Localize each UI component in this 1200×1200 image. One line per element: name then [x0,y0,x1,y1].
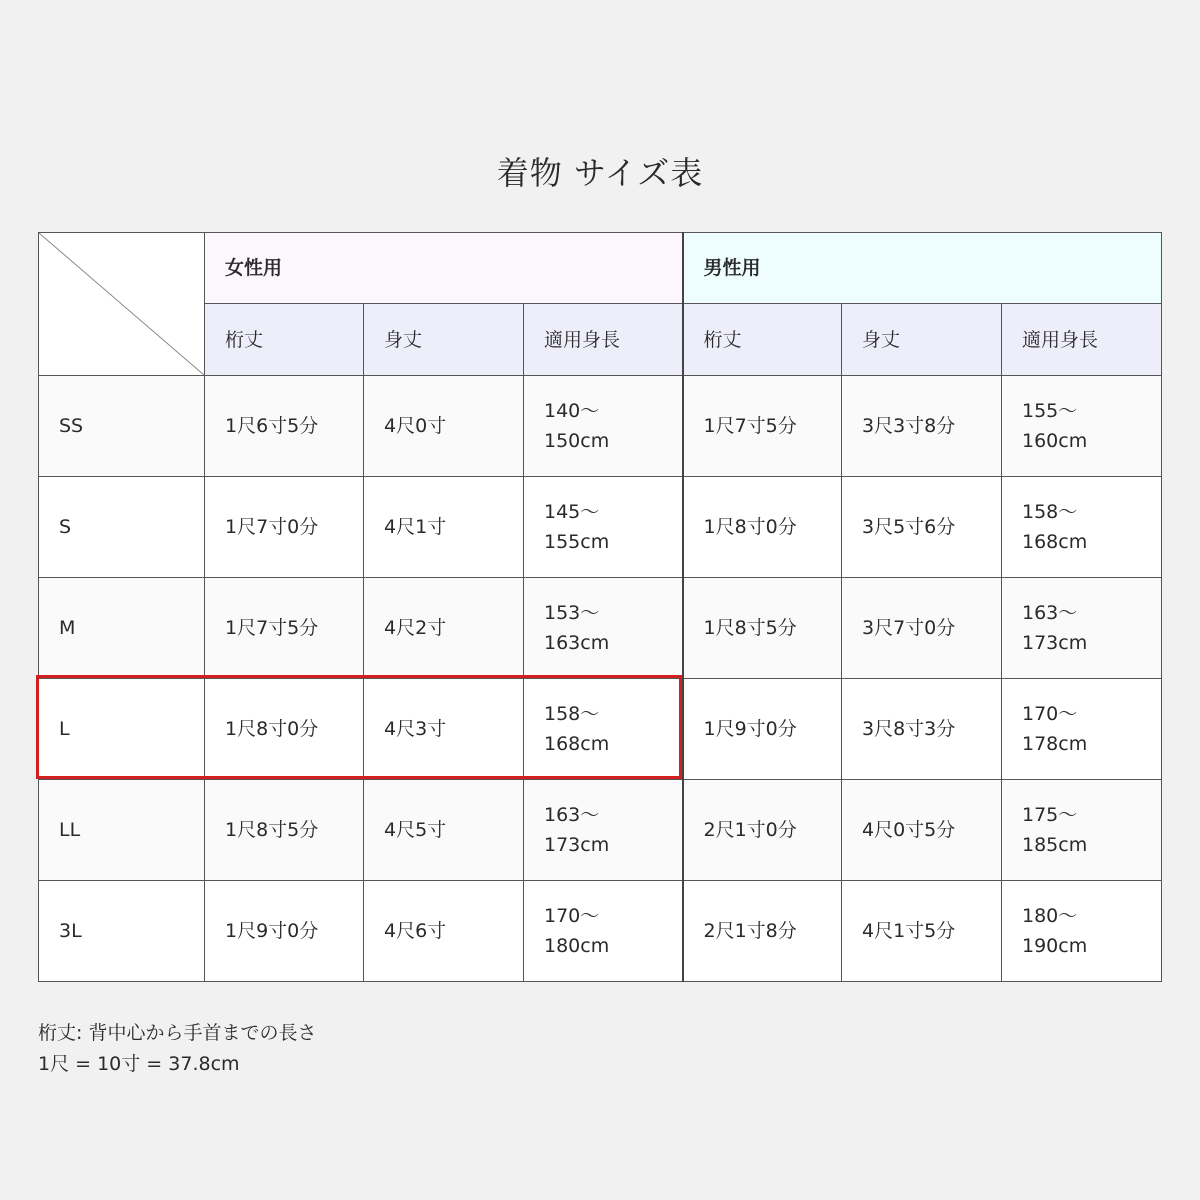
male-sleeve-cell: 1尺8寸0分 [683,477,842,578]
male-length-cell: 4尺1寸5分 [842,881,1002,982]
height-range-to: 185cm [1022,834,1088,856]
height-range-from: 170〜 [544,905,600,927]
height-range-to: 150cm [544,430,610,452]
male-height-cell [1002,881,1162,982]
female-length-cell: 4尺6寸 [364,881,524,982]
male-height-cell [1002,679,1162,780]
height-range-to: 168cm [1022,531,1088,553]
male-height-cell [1002,780,1162,881]
height-range-from: 180〜 [1022,905,1078,927]
table-row [39,376,1162,477]
female-sleeve-cell: 1尺9寸0分 [205,881,364,982]
female-length-cell: 4尺5寸 [364,780,524,881]
notes [38,1018,316,1080]
height-range-from: 163〜 [544,804,600,826]
female-sleeve-cell: 1尺6寸5分 [205,376,364,477]
female-height-cell [524,578,683,679]
female-length-cell: 4尺3寸 [364,679,524,780]
female-height-cell [524,477,683,578]
height-range-from: 145〜 [544,501,600,523]
height-range-to: 190cm [1022,935,1088,957]
size-label: SS [39,376,205,477]
height-range-to: 173cm [544,834,610,856]
height-range-from: 158〜 [1022,501,1078,523]
male-length-cell: 3尺5寸6分 [842,477,1002,578]
male-sleeve-cell: 1尺9寸0分 [683,679,842,780]
note-line: 1尺 = 10寸 = 37.8cm [38,1053,240,1075]
group-header-female: 女性用 [205,233,683,304]
height-range-to: 155cm [544,531,610,553]
female-sleeve-cell: 1尺7寸0分 [205,477,364,578]
size-table [38,232,1162,982]
male-height-cell [1002,578,1162,679]
diagonal-line-icon [39,233,204,375]
size-label: LL [39,780,205,881]
size-label: L [39,679,205,780]
height-range-to: 160cm [1022,430,1088,452]
male-height-cell [1002,376,1162,477]
height-range-to: 178cm [1022,733,1088,755]
table-row [39,477,1162,578]
male-length-cell: 3尺7寸0分 [842,578,1002,679]
note-line: 桁丈: 背中心から手首までの長さ [38,1022,317,1044]
height-range-from: 175〜 [1022,804,1078,826]
female-sleeve-cell: 1尺8寸0分 [205,679,364,780]
male-sleeve-cell: 2尺1寸0分 [683,780,842,881]
male-sleeve-cell: 1尺7寸5分 [683,376,842,477]
male-sleeve-cell: 1尺8寸5分 [683,578,842,679]
height-range-from: 140〜 [544,400,600,422]
corner-cell [39,233,205,376]
female-length-cell: 4尺2寸 [364,578,524,679]
height-range-to: 168cm [544,733,610,755]
table-row [39,578,1162,679]
female-height-cell [524,881,683,982]
size-label: M [39,578,205,679]
male-height-cell [1002,477,1162,578]
size-label: 3L [39,881,205,982]
size-label: S [39,477,205,578]
male-sleeve-cell: 2尺1寸8分 [683,881,842,982]
height-range-from: 158〜 [544,703,600,725]
group-header-male: 男性用 [683,233,1162,304]
male-length-cell: 3尺8寸3分 [842,679,1002,780]
female-length-cell: 4尺0寸 [364,376,524,477]
height-range-to: 173cm [1022,632,1088,654]
column-header-female-length: 身丈 [364,304,524,376]
height-range-from: 170〜 [1022,703,1078,725]
female-length-cell: 4尺1寸 [364,477,524,578]
column-header-male-height: 適用身長 [1002,304,1162,376]
male-length-cell: 4尺0寸5分 [842,780,1002,881]
column-header-male-length: 身丈 [842,304,1002,376]
height-range-from: 155〜 [1022,400,1078,422]
page-title: 着物 サイズ表 [496,154,704,192]
height-range-from: 163〜 [1022,602,1078,624]
height-range-to: 163cm [544,632,610,654]
column-header-female-sleeve: 桁丈 [205,304,364,376]
table-row [39,679,1162,780]
female-height-cell [524,376,683,477]
group-header-row [39,233,1162,304]
female-sleeve-cell: 1尺8寸5分 [205,780,364,881]
female-height-cell [524,679,683,780]
table-row [39,881,1162,982]
column-header-row [39,304,1162,376]
height-range-to: 180cm [544,935,610,957]
column-header-male-sleeve: 桁丈 [683,304,842,376]
female-sleeve-cell: 1尺7寸5分 [205,578,364,679]
table-row [39,780,1162,881]
male-length-cell: 3尺3寸8分 [842,376,1002,477]
column-header-female-height: 適用身長 [524,304,683,376]
female-height-cell [524,780,683,881]
height-range-from: 153〜 [544,602,600,624]
